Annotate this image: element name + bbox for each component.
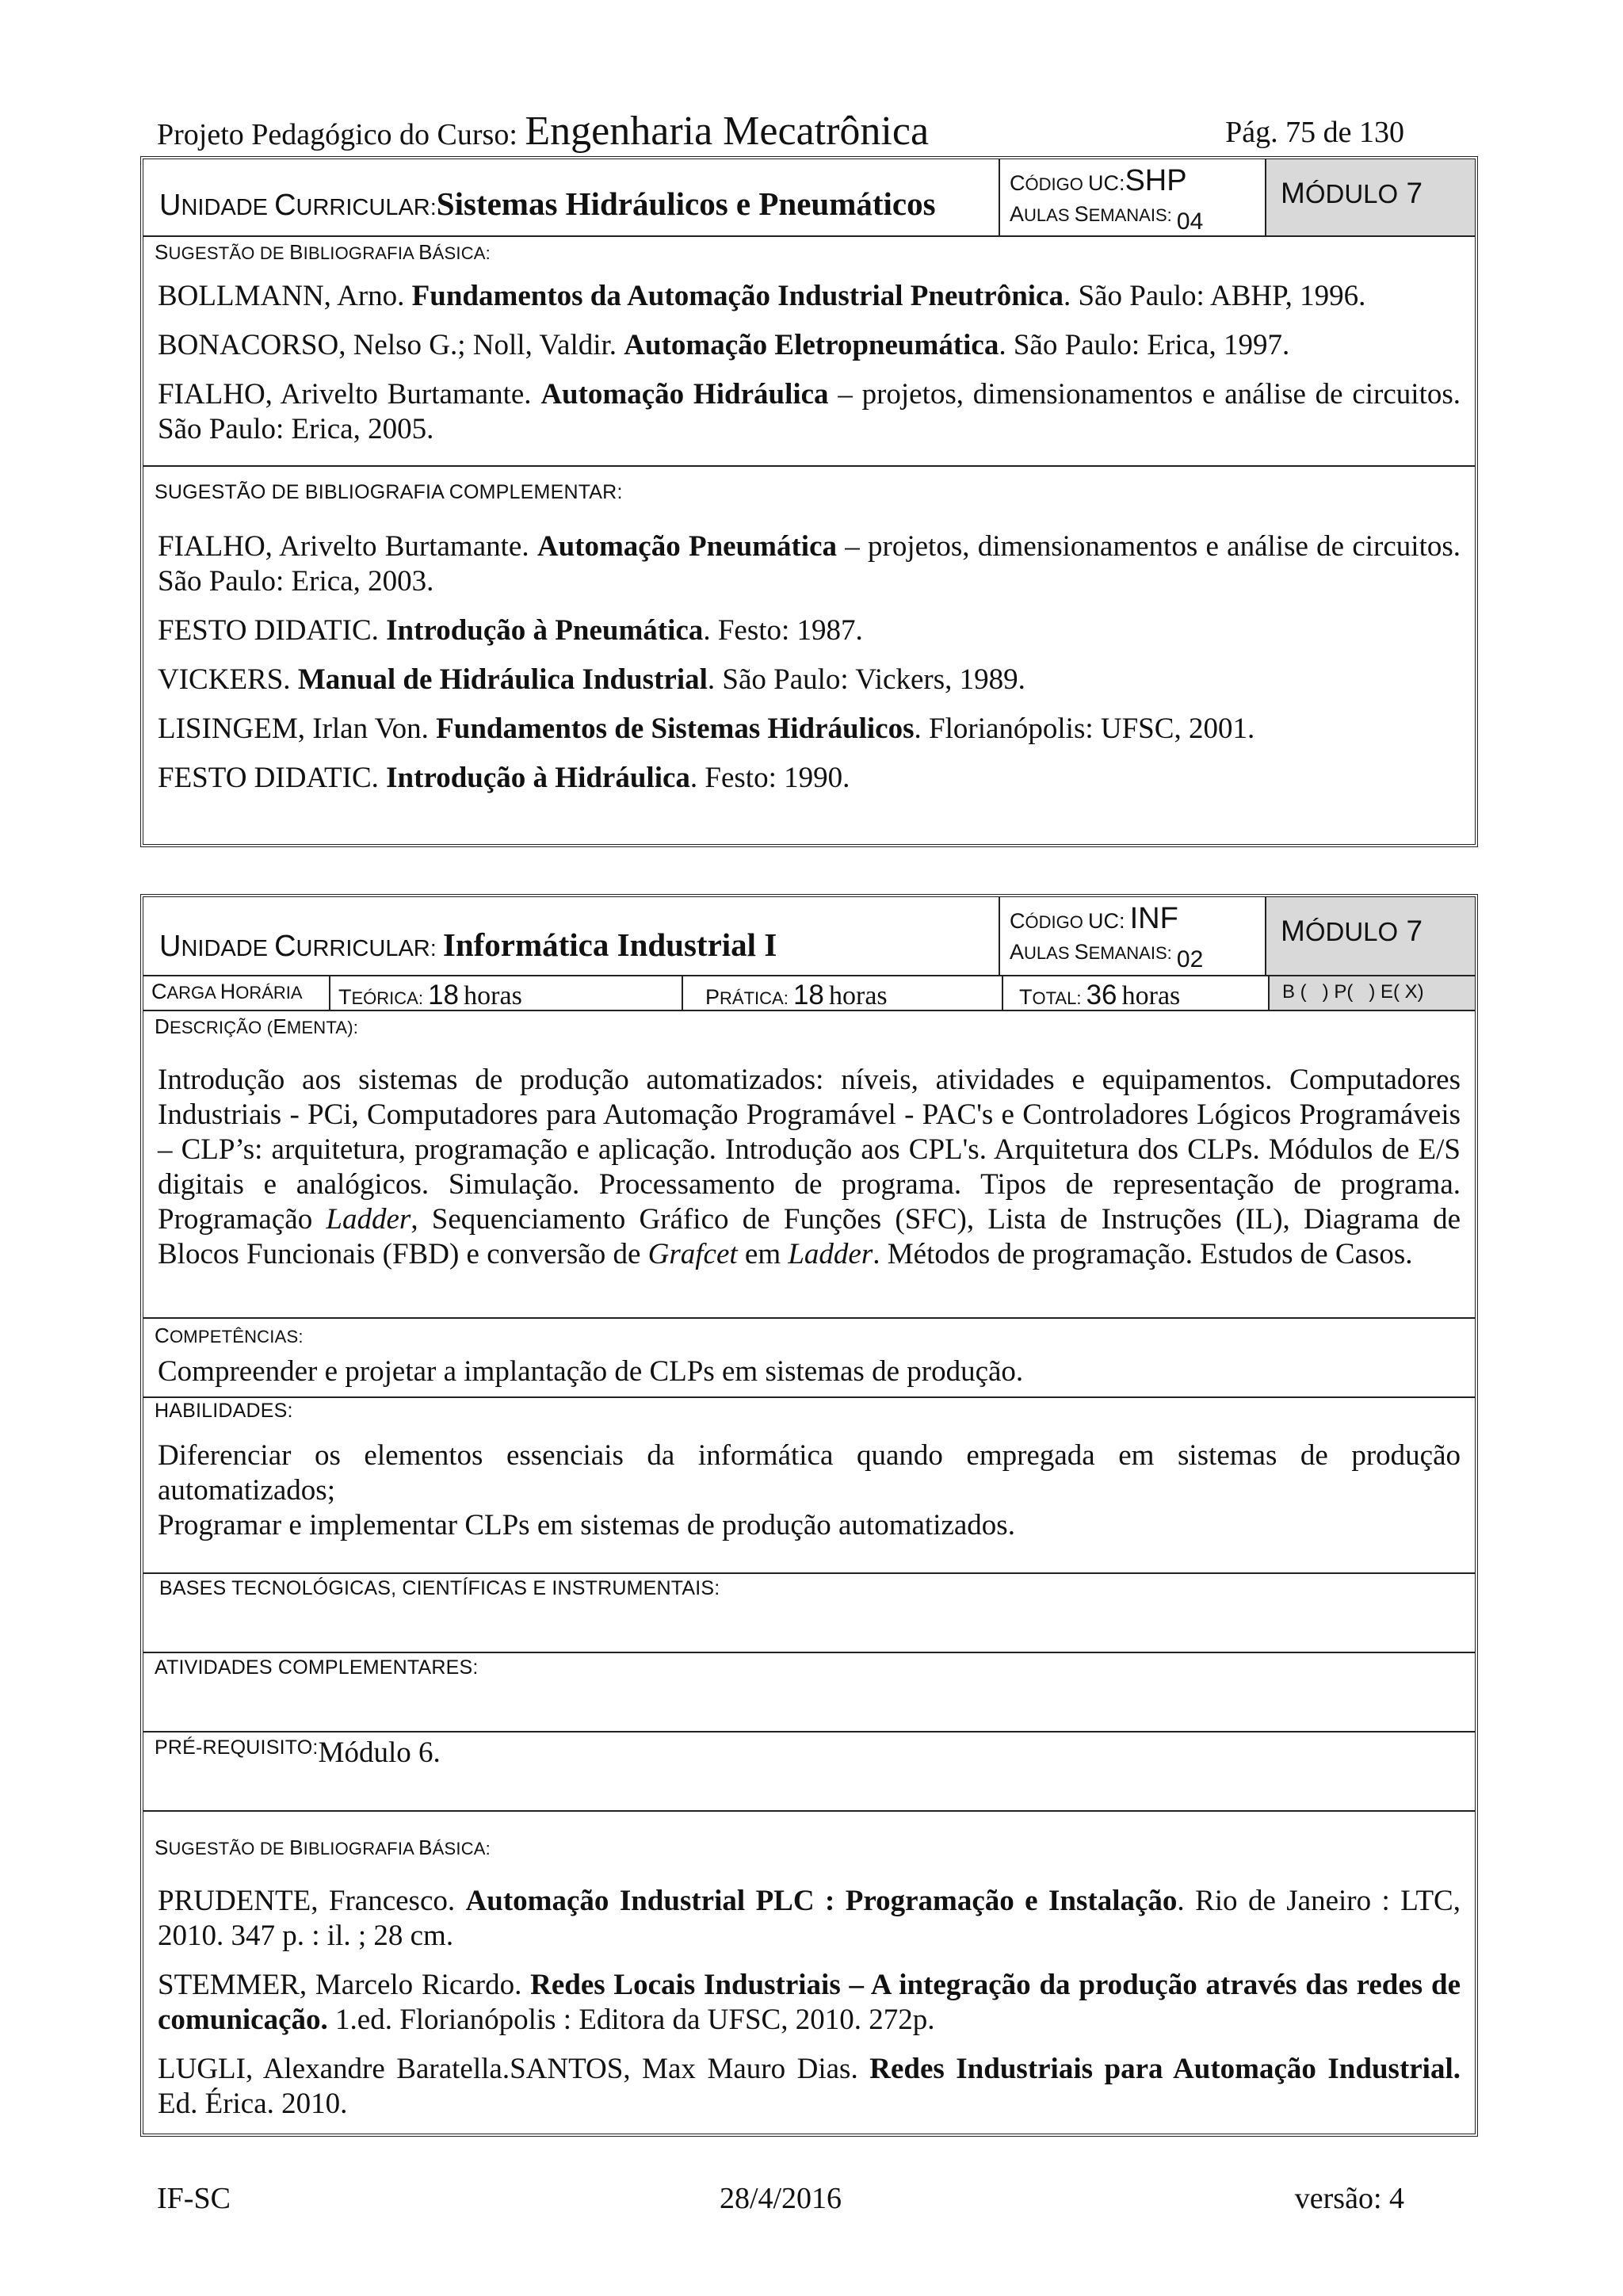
code-label: C xyxy=(1010,909,1025,933)
label-part: IBLIOGRAFIA xyxy=(303,1839,419,1859)
ref-author: PRUDENTE, Francesco. xyxy=(158,1885,466,1917)
total-value: 36 xyxy=(1086,980,1117,1010)
desc-part: em xyxy=(737,1238,789,1270)
code-label-part: UC: xyxy=(1087,171,1125,195)
ref-publisher: . Florianópolis: UFSC, 2001. xyxy=(914,712,1255,745)
uc-label: U xyxy=(159,189,181,222)
section-label: SUGESTÃO DE BIBLIOGRAFIA COMPLEMENTAR: xyxy=(155,481,623,503)
uc-name: Informática Industrial I xyxy=(442,926,777,963)
label-part: S xyxy=(155,240,169,264)
uc-name-cell xyxy=(143,159,1000,235)
section-label xyxy=(155,1324,1457,1348)
label-part: UGESTÃO DE xyxy=(168,1839,290,1859)
total-cell xyxy=(1003,976,1270,1010)
section-label: PRÉ-REQUISITO: xyxy=(155,1736,319,1759)
label-part: B xyxy=(289,1836,304,1859)
aulas-label-part: ULAS xyxy=(1024,943,1075,963)
ref-author: BONACORSO, Nelso G.; Noll, Valdir. xyxy=(158,329,624,361)
uc-label-part: NIDADE xyxy=(181,195,275,220)
modulo-value: 7 xyxy=(1398,915,1423,947)
modulo-value: 7 xyxy=(1398,177,1423,209)
ref-title: Automação Industrial PLC : Programação e Instalação xyxy=(465,1885,1178,1917)
aulas-label-part: S xyxy=(1074,940,1089,964)
reference-item xyxy=(158,761,1461,796)
ref-title: Fundamentos de Sistemas Hidráulicos xyxy=(436,712,915,745)
section-label: HABILIDADES: xyxy=(155,1400,293,1422)
label-part: ÁSICA: xyxy=(432,243,491,263)
reference-item xyxy=(158,377,1461,447)
section-label: ATIVIDADES COMPLEMENTARES: xyxy=(155,1656,479,1679)
ref-title: Introdução à Pneumática xyxy=(386,614,704,647)
aulas-label: A xyxy=(1010,202,1025,226)
total-label xyxy=(1019,980,1180,1011)
uc-label-part: URRICULAR xyxy=(296,936,430,961)
ref-publisher: . São Paulo: Vickers, 1989. xyxy=(707,663,1025,696)
uc-label: U xyxy=(159,930,181,963)
teorica-value: 18 xyxy=(428,980,460,1010)
ref-author: FIALHO, Arivelto Burtamante. xyxy=(158,378,541,411)
desc-part: , Sequenciamento Gráfico de Funções (SFC), Lista de Instruções (IL), Diagrama de Blocos Funcionais (FBD) e conversão de xyxy=(158,1203,1461,1270)
ref-publisher: . Festo: 1987. xyxy=(703,614,863,647)
code-label-part: UC: xyxy=(1087,909,1125,933)
code-label-part: ÓDIGO xyxy=(1025,912,1088,932)
desc-italic: Ladder xyxy=(326,1203,411,1236)
carga-horaria-row xyxy=(143,976,1475,1011)
code-label: C xyxy=(1010,171,1025,195)
label-part: B xyxy=(418,240,433,264)
ref-publisher: Ed. Érica. 2010. xyxy=(158,2088,348,2120)
modulo-label-part: ÓDULO xyxy=(1304,179,1399,208)
prereq-value: Módulo 6. xyxy=(318,1736,441,1769)
teorica-label xyxy=(338,980,522,1011)
ref-publisher: . Festo: 1990. xyxy=(689,762,850,794)
page-header xyxy=(157,99,1404,155)
basic-bibliography-section xyxy=(143,1812,1475,2122)
ref-author: LUGLI, Alexandre Baratella.SANTOS, Max Mauro Dias. xyxy=(158,2053,870,2085)
label-part: UGESTÃO DE xyxy=(168,243,290,263)
modulo-label-part: ÓDULO xyxy=(1304,917,1399,946)
reference-item xyxy=(158,1884,1461,1954)
modulo-label-part: M xyxy=(1281,177,1305,209)
section-label xyxy=(155,1014,1457,1039)
reference-item xyxy=(158,2052,1461,2122)
modulo-label xyxy=(1281,915,1423,948)
aulas-value: 02 xyxy=(1176,946,1204,972)
uc-label-part: URRICULAR xyxy=(296,195,430,220)
label-part: RÁTICA: xyxy=(720,988,789,1008)
footer-institution: IF-SC xyxy=(157,2182,231,2215)
ref-publisher: – projetos, dimensionamentos e análise de circuitos. São Paulo: Erica, 2003. xyxy=(158,530,1461,598)
label-part: B xyxy=(289,240,304,264)
label-part: OTAL: xyxy=(1032,988,1082,1008)
uc-label-part: C xyxy=(274,930,296,963)
label-part: OMPETÊNCIAS: xyxy=(169,1327,304,1347)
competencias-text: Compreender e projetar a implantação de CLPs em sistemas de produção. xyxy=(158,1355,1024,1388)
habilidade-item: Programar e implementar CLPs em sistemas de produção automatizados. xyxy=(158,1509,1015,1541)
habilidade-item: Diferenciar os elementos essenciais da informática quando empregada em sistemas de produção automatizados; xyxy=(158,1439,1461,1507)
ref-author: LISINGEM, Irlan Von. xyxy=(158,712,437,745)
ref-publisher: – projetos, dimensionamentos e análise de circuitos. São Paulo: Erica, 2005. xyxy=(158,378,1461,445)
bpe-cell xyxy=(1270,976,1475,1010)
code-label-part: ÓDIGO xyxy=(1025,174,1088,194)
ref-title: Automação Eletropneumática xyxy=(624,329,999,361)
label-part: C xyxy=(151,980,167,1003)
ref-publisher: 1.ed. Florianópolis : Editora da UFSC, 2010. 272p. xyxy=(327,2004,935,2036)
ref-author: FESTO DIDATIC. xyxy=(158,614,387,647)
uc-title-row xyxy=(143,159,1475,237)
description-text xyxy=(158,1063,1461,1272)
aulas-label-part: ULAS xyxy=(1024,205,1075,225)
description-section xyxy=(143,1011,1475,1319)
uc-label-part: NIDADE xyxy=(181,936,275,961)
label-part: T xyxy=(338,985,352,1009)
atividades-section xyxy=(143,1653,1475,1733)
desc-part: Introdução aos sistemas de produção automatizados: níveis, atividades e equipamentos. Computadores Industriais - PCi, Computadores para Automação Programável - PAC's e Controladores Lógicos Programáveis – CLP’s: arquitetura, programação e aplicação. Introdução aos CPL's. Arquitetura dos CLPs. Módulos de E/S digitais e analógicos. Simulação. Processamento de programa. Tipos de representação de programa. Programação xyxy=(158,1064,1461,1236)
uc-colon: : xyxy=(430,195,437,220)
ref-author: VICKERS. xyxy=(158,663,298,696)
uc-code-cell xyxy=(1000,159,1266,235)
complementary-bibliography-section xyxy=(143,467,1475,844)
page-footer xyxy=(157,2181,1404,2221)
modulo-cell xyxy=(1266,897,1475,975)
aulas-value: 04 xyxy=(1176,208,1204,235)
footer-date: 28/4/2016 xyxy=(719,2182,842,2215)
aulas-label: A xyxy=(1010,940,1025,964)
reference-item xyxy=(158,328,1461,363)
ref-title: Introdução à Hidráulica xyxy=(386,762,690,794)
label-part: T xyxy=(1019,985,1033,1009)
code-line xyxy=(1010,164,1187,198)
hours-unit: horas xyxy=(1121,981,1181,1010)
label-part: B xyxy=(418,1836,433,1859)
ref-title: Automação Pneumática xyxy=(537,530,837,563)
bases-section xyxy=(143,1574,1475,1653)
uc-title-row xyxy=(143,897,1475,976)
uc-code-cell xyxy=(1000,897,1266,975)
bpe-value: B ( ) P( ) E( X) xyxy=(1282,981,1424,1003)
section-label: BASES TECNOLÓGICAS, CIENTÍFICAS E INSTRUMENTAIS: xyxy=(159,1577,720,1599)
prereq-line xyxy=(155,1736,1457,1771)
modulo-label-part: M xyxy=(1281,915,1305,947)
label-part: MENTA): xyxy=(286,1018,359,1037)
desc-italic: Grafcet xyxy=(647,1238,738,1270)
header-course-name: Engenharia Mecatrônica xyxy=(525,109,930,154)
basic-bibliography-section xyxy=(143,237,1475,467)
ref-title: Redes Locais Industriais – A integração da produção através das redes de comunicação. xyxy=(158,1969,1461,2036)
footer-version: versão: 4 xyxy=(1294,2182,1404,2215)
ref-publisher: . São Paulo: ABHP, 1996. xyxy=(1063,280,1366,312)
label-part: H xyxy=(220,980,236,1003)
carga-label-cell xyxy=(143,976,330,1010)
uc-name: Sistemas Hidráulicos e Pneumáticos xyxy=(436,185,936,222)
uc-code-value: INF xyxy=(1129,902,1178,935)
section-label xyxy=(155,240,1457,265)
ref-author: FESTO DIDATIC. xyxy=(158,762,387,794)
section-label xyxy=(155,1836,1457,1860)
code-line xyxy=(1010,902,1178,936)
ref-author: BOLLMANN, Arno. xyxy=(158,280,412,312)
ref-author: STEMMER, Marcelo Ricardo. xyxy=(158,1969,531,2001)
competencias-section xyxy=(143,1319,1475,1398)
uc-code-value: SHP xyxy=(1125,164,1187,197)
aulas-label-part: EMANAIS: xyxy=(1088,943,1172,963)
prerequisito-section xyxy=(143,1733,1475,1812)
desc-italic: Ladder xyxy=(788,1238,873,1270)
label-part: EÓRICA: xyxy=(351,988,423,1008)
aulas-label-part: S xyxy=(1074,202,1089,226)
label-part: IBLIOGRAFIA xyxy=(303,243,419,263)
header-course-line xyxy=(157,108,929,155)
ref-author: FIALHO, Arivelto Burtamante. xyxy=(158,530,537,563)
ref-title: Automação Hidráulica xyxy=(540,378,829,411)
habilidades-section xyxy=(143,1398,1475,1574)
label-part: ORÁRIA xyxy=(235,983,303,1003)
reference-item xyxy=(158,1968,1461,2038)
uc-name-cell xyxy=(143,897,1000,975)
ref-title: Redes Industriais para Automação Industrial. xyxy=(869,2053,1461,2085)
reference-item xyxy=(158,712,1461,747)
hours-unit: horas xyxy=(829,981,888,1010)
teorica-cell xyxy=(330,976,683,1010)
aulas-line xyxy=(1010,201,1204,235)
label-part: ESCRIÇÃO ( xyxy=(169,1018,273,1037)
aulas-line xyxy=(1010,938,1204,972)
uc-card-inf xyxy=(140,894,1478,2137)
ref-publisher: . São Paulo: Erica, 1997. xyxy=(999,329,1290,361)
reference-item xyxy=(158,279,1461,314)
ref-title: Fundamentos da Automação Industrial Pneutrônica xyxy=(411,280,1064,312)
label-part: D xyxy=(155,1014,170,1038)
modulo-label xyxy=(1281,177,1423,210)
pratica-cell xyxy=(683,976,1003,1010)
label-part: E xyxy=(273,1014,287,1038)
uc-card-shp xyxy=(140,156,1478,847)
desc-part: . Métodos de programação. Estudos de Casos. xyxy=(873,1238,1413,1270)
modulo-cell xyxy=(1266,159,1475,235)
label-part: ÁSICA: xyxy=(432,1839,491,1859)
reference-item xyxy=(158,613,1461,648)
label-part: ARGA xyxy=(166,983,220,1003)
carga-label xyxy=(151,980,303,1004)
label-part: S xyxy=(155,1836,169,1859)
uc-colon: : xyxy=(430,936,443,961)
reference-item xyxy=(158,663,1461,697)
header-prefix: Projeto Pedagógico do Curso: xyxy=(157,118,525,151)
reference-item xyxy=(158,529,1461,599)
uc-label-part: C xyxy=(274,189,296,222)
ref-title: Manual de Hidráulica Industrial xyxy=(297,663,708,696)
ref-publisher: . Rio de Janeiro : LTC, 2010. 347 p. : il. ; 28 cm. xyxy=(158,1885,1461,1952)
label-part: C xyxy=(155,1324,170,1347)
header-page-number: Pág. 75 de 130 xyxy=(1225,116,1404,149)
hours-unit: horas xyxy=(464,981,522,1010)
pratica-label xyxy=(705,980,888,1011)
aulas-label-part: EMANAIS: xyxy=(1088,205,1172,225)
pratica-value: 18 xyxy=(792,980,824,1010)
label-part: P xyxy=(705,985,720,1009)
